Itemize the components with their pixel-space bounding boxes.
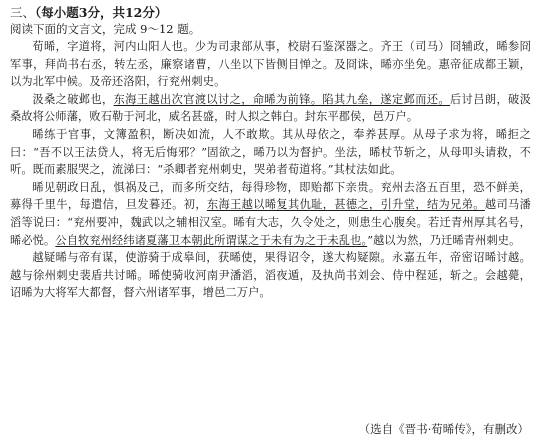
- underlined-sentence: 公自牧兖州经纬诸夏藩卫本朝此所谓谋之于未有为之于未乱也。: [55, 233, 368, 247]
- passage-text: 荀晞，字道将，河内山阳人也。少为司隶部从事，校尉石鉴深器之。齐王（司马）冏辅政，晞参冏军事，拜尚书右丞，转左丞，廉察诸曹，八坐以下皆侧目惮之。及冏诛，晞亦坐免。惠帝征成都王颖，以为北军中候。及帝还洛阳，行兖州刺史。: [10, 40, 531, 89]
- passage-text: 越司马潘滔等说曰：“兖州要冲，魏武以之辅相汉室。晞有大志，久令处之，则患生心腹矣。若迁青州厚其名号，晞必悦。: [10, 198, 531, 247]
- instructions: 阅读下面的文言文，完成 9～12 题。: [10, 22, 201, 36]
- passage-paragraph: [10, 249, 531, 302]
- passage-text: 越疑晞与帝有谋，使游骑于成皋间，获晞使，果得诏令，遂大构疑隙。永嘉五年，帝密诏晞讨越。越与徐州刺史裴盾共讨晞。晞使骑收河南尹潘滔，滔夜遁，及执尚书刘会、侍中程延，斩之。会越薨，诏晞为大将军大都督，督六州诸军事，增邑二万户。: [10, 251, 531, 300]
- passage-paragraph: [10, 179, 531, 249]
- section-points: （每小题3分，共12分）: [35, 5, 168, 20]
- passage-paragraph: [10, 126, 531, 179]
- passage-text: 晞练于官事，文簿盈积，断决如流，人不敢欺。其从母依之，奉养甚厚。从母子求为将，晞拒之曰：“吾不以王法贷人，将无后悔邪？”固欲之，晞乃以为督护。坐法，晞杖节斩之，从母叩头请救，不听。既而素服哭之，流涕曰：“杀卿者兖州刺史，哭弟者荀道将。”其杖法如此。: [10, 127, 531, 177]
- passage-paragraph: [10, 91, 531, 126]
- section-number: 三、: [10, 5, 36, 20]
- passage-text: ”越以为然，乃迁晞青州刺史。: [367, 233, 521, 247]
- passage-text: 后讨吕朗，破汲桑故将公师藩，败石勒于河北，威名甚盛，时人拟之韩白。封东平郡侯，邑万户。: [10, 92, 531, 124]
- passage-text: 晞见朝政日乱，惧祸及己，而多所交结，每得珍物，即贻都下亲贵。兖州去洛五百里，恐不鲜美，募得千里牛，每遣信，旦发暮还。初，: [10, 180, 531, 212]
- passage-text: 汲桑之破邺也，: [32, 92, 114, 106]
- section-heading: [10, 4, 531, 21]
- underlined-sentence: 东海王越出次官渡以讨之，命晞为前锋。陷其九垒，遂定邺而还。: [113, 92, 451, 106]
- underlined-sentence: 东海王越以晞复其仇耻，甚德之，引升堂，结为兄弟。: [206, 198, 485, 212]
- passage-paragraph: [10, 38, 531, 91]
- source-citation: （选自《晋书·荀晞传》，有删改）: [358, 422, 529, 436]
- passage-body: [10, 38, 531, 302]
